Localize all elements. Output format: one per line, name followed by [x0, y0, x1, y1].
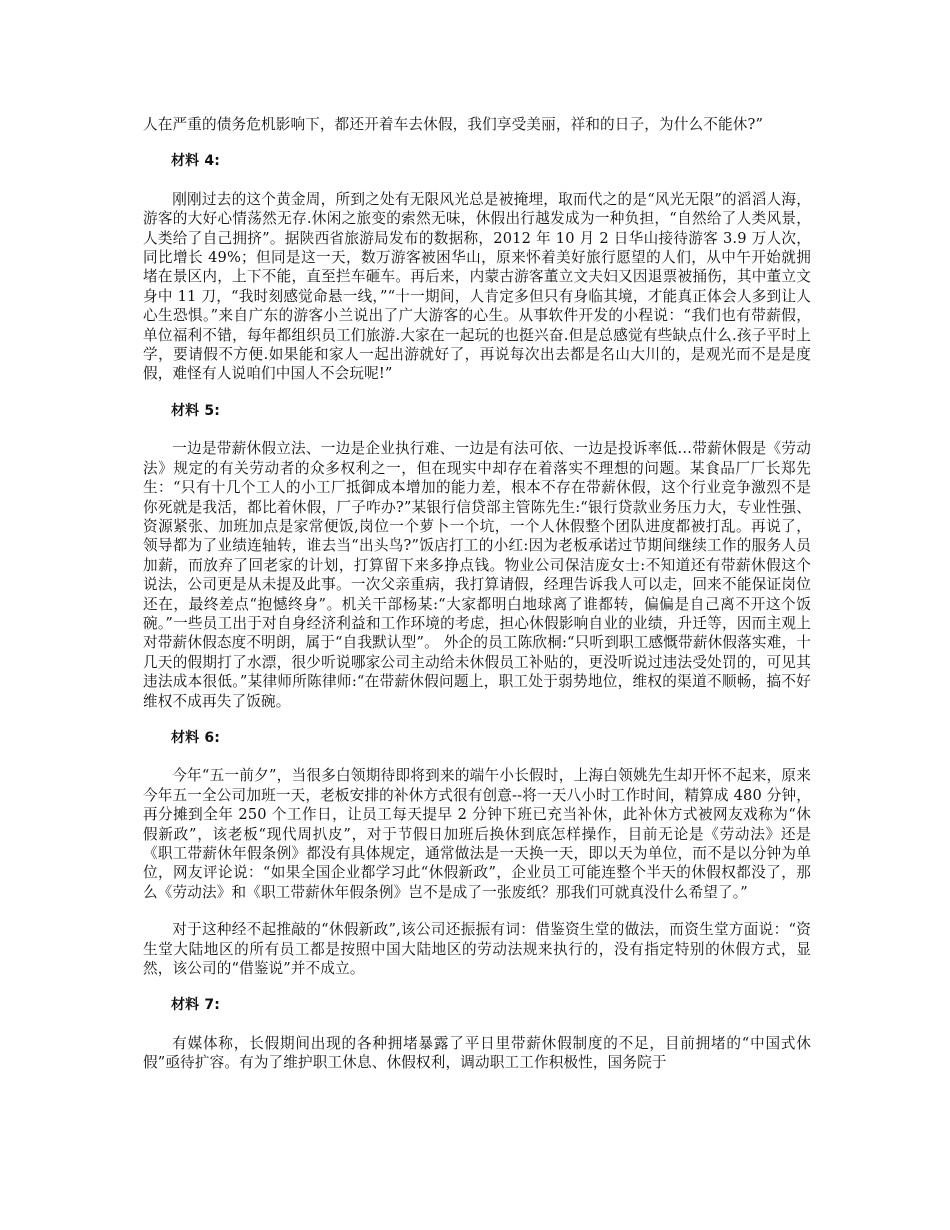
section-heading-material-5: 材料 5:: [171, 402, 220, 419]
material-4-paragraph: 刚刚过去的这个黄金周，所到之处有无限风光总是被掩埋，取而代之的是“风光无限”的滔滔人海，游客的大好心情荡然无存.休闲之旅变的索然无味，休假出行越发成为一种负担，“自然给了人类风景，人类给了自己拥挤”。据陕西省旅游局发布的数据称，2012 年 10 月 2 日华山接待游客 3.9 万人次，同比增长 49%；但同是这一天，数万游客被困华山，原来怀着美好旅行愿望的人们，从中午开始就拥堵在景区内，上下不能，直至拦车砸车。再后来，内蒙古游客董立文夫妇又因退票被捅伤，其中董立文身中 11 刀，“我时刻感觉命悬一线，”“十一期间，人肯定多但只有身临其境，才能真正体会人多到让人心生恐惧。”来自广东的游客小兰说出了广大游客的心生。从事软件开发的小程说：“我们也有带薪假，单位福利不错，每年都组织员工们旅游.大家在一起玩的也挺兴奋.但是总感觉有些缺点什么.孩子平时上学，要请假不方便.如果能和家人一起出游就好了，再说每次出去都是名山大川的，是观光而不是是度假，难怪有人说咱们中国人不会玩呢!”: [143, 190, 811, 383]
intro-tail-paragraph: 人在严重的债务危机影响下，都还开着车去休假，我们享受美丽，祥和的日子，为什么不能休?”: [143, 116, 764, 133]
material-5-paragraph: 一边是带薪休假立法、一边是企业执行难、一边是有法可依、一边是投诉率低…带薪休假是《劳动法》规定的有关劳动者的众多权利之一，但在现实中却存在着落实不理想的问题。某食品厂厂长郑先生：“只有十几个工人的小工厂抵御成本增加的能力差，根本不存在带薪休假，这个行业竞争激烈不是你死就是我活，都比着休假，厂子咋办?”某银行信贷部主管陈先生:“银行贷款业务压力大，专业性强、资源紧张、加班加点是家常便饭,岗位一个萝卜一个坑，一个人休假整个团队进度都被打乱。再说了，领导都为了业绩连轴转，谁去当“出头鸟?”饭店打工的小红:因为老板承诺过节期间继续工作的服务人员加薪，而放弃了回老家的计划，打算留下来多挣点钱。物业公司保洁庞女士:不知道还有带薪休假这个说法，公司更是从未提及此事。一次父亲重病，我打算请假，经理告诉我人可以走，回来不能保证岗位还在，最终差点“抱憾终身”。机关干部杨某:“大家都明白地球离了谁都转，偏偏是自己离不开这个饭碗。”一些员工出于对自身经济利益和工作环境的考虑，担心休假影响自业的业绩，升迁等，因而主观上对带薪休假态度不明朗，属于“自我默认型”。 外企的员工陈欣桐:“只听到职工感慨带薪休假落实难，十几天的假期打了水漂，很少听说哪家公司主动给未休假员工补贴的，更没听说过违法受处罚的，可见其违法成本很低。”某律师所陈律师:“在带薪休假问题上，职工处于弱势地位，维权的渠道不顺畅，搞不好维权不成再失了饭碗。: [143, 440, 811, 710]
material-6-paragraph-1: 今年“五一前夕”，当很多白领期待即将到来的端午小长假时，上海白领姚先生却开怀不起来，原来今年五一全公司加班一天，老板安排的补休方式很有创意--将一天八小时工作时间，精算成 480 分钟，再分摊到全年 250 个工作日，让员工每天提早 2 分钟下班已充当补休，此补休方式被网友戏称为“休假新政”，该老板“现代周扒皮”，对于节假日加班后换休到底怎样操作，目前无论是《劳动法》还是《职工带薪休年假条例》都没有具体规定，通常做法是一天换一天，即以天为单位，而不是以分钟为单位，网友评论说：“如果全国企业都学习此“休假新政”，企业员工可能连整个半天的休假权都没了，那么《劳动法》和《职工带薪休年假条例》岂不是成了一张废纸？那我们可就真没什么希望了。”: [143, 767, 811, 901]
document-body: [143, 115, 811, 1073]
section-heading-material-6: 材料 6:: [171, 729, 220, 746]
section-heading-material-4: 材料 4:: [171, 153, 220, 170]
section-heading-material-7: 材料 7:: [171, 997, 220, 1014]
material-6-paragraph-2: 对于这种经不起推敲的“休假新政”,该公司还振振有词：借鉴资生堂的做法，而资生堂方面说：“资生堂大陆地区的所有员工都是按照中国大陆地区的劳动法规来执行的，没有指定特别的休假方式，显然，该公司的“借鉴说”并不成立。: [143, 921, 811, 978]
material-7-paragraph: 有媒体称，长假期间出现的各种拥堵暴露了平日里带薪休假制度的不足，目前拥堵的“中国式休假”亟待扩容。有为了维护职工休息、休假权利，调动职工工作积极性，国务院于: [143, 1034, 811, 1072]
